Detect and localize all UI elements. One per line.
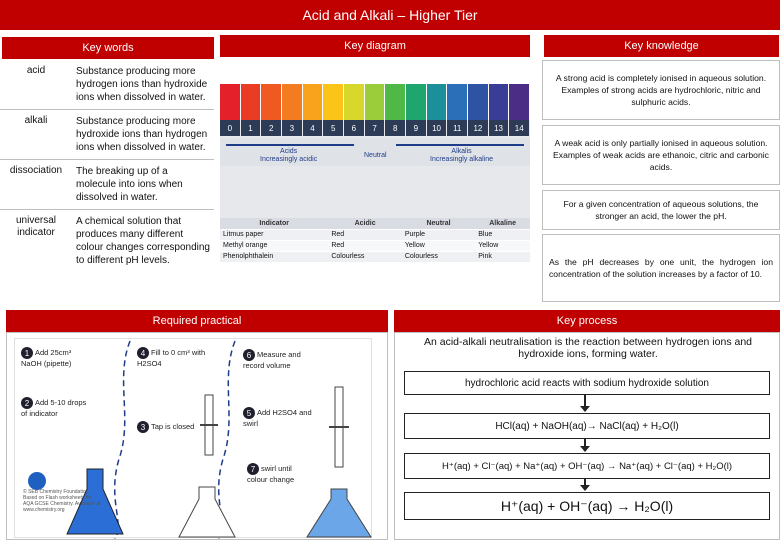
ph-segment-10 [427,84,447,120]
key-process-header: Key process [394,310,780,332]
required-practical-header: Required practical [6,310,388,332]
ph-number-3: 3 [282,120,302,136]
key-word-row [0,209,214,272]
indicator-header: Indicator [220,218,328,229]
word-equation-box: hydrochloric acid reacts with sodium hydroxide solution [404,371,770,395]
key-diagram-header: Key diagram [220,35,530,57]
ph-number-14: 14 [509,120,529,136]
ph-colour-bar [220,84,530,120]
key-process-intro: An acid-alkali neutralisation is the reaction between hydrogen ions and hydroxide ions, forming water. [423,336,753,360]
key-word-term: universal indicator [15,215,57,238]
ph-number-13: 13 [489,120,509,136]
ph-segment-9 [406,84,426,120]
flask-outline-icon [179,487,235,537]
alkalis-label: Alkalis Increasingly alkaline [430,148,494,163]
ph-scale [220,84,530,184]
ph-number-12: 12 [468,120,488,136]
ph-segment-6 [344,84,364,120]
key-word-term: alkali [24,115,48,126]
ph-segment-11 [447,84,467,120]
step-1: 1 Add 25cm³ NaOH (pipette) [21,347,72,368]
ph-labels [220,138,530,166]
titration-diagram [14,338,372,538]
step-3: 3 Tap is closed [137,421,197,433]
ph-number-2: 2 [261,120,281,136]
ph-number-9: 9 [406,120,426,136]
safety-goggles-icon [28,472,46,490]
down-arrow-icon [584,395,586,408]
acidic-header: Acidic [328,218,401,229]
ph-number-5: 5 [323,120,343,136]
ph-number-8: 8 [385,120,405,136]
acids-label: Acids Increasingly acidic [260,148,318,163]
ph-number-0: 0 [220,120,240,136]
symbol-equation-box: HCl(aq) + NaOH(aq)→ NaCl(aq) + H₂O(l) [404,413,770,439]
step-4: 4 Fill to 0 cm³ with H2SO4 [137,347,206,368]
key-word-row [0,60,214,109]
ph-segment-0 [220,84,240,120]
key-words-table [0,60,214,272]
ph-segment-7 [365,84,385,120]
key-word-term: dissociation [9,165,63,176]
ph-segment-13 [489,84,509,120]
alkaline-header: Alkaline [475,218,530,229]
key-word-definition: A chemical solution that produces many different colour changes corresponding to different pH levels. [76,216,210,266]
table-row: Phenolphthalein Colourless Colourless Pink [220,251,530,262]
ph-number-4: 4 [303,120,323,136]
key-word-definition: Substance producing more hydroxide ions than hydrogen ions when dissolved in water. [76,116,208,153]
acid-arrow [226,144,354,146]
ph-number-6: 6 [344,120,364,136]
ph-number-10: 10 [427,120,447,136]
ph-number-1: 1 [241,120,261,136]
key-word-row [0,109,214,159]
key-knowledge-header: Key knowledge [544,35,779,57]
ph-number-11: 11 [447,120,467,136]
table-row: Methyl orange Red Yellow Yellow [220,240,530,251]
ph-number-7: 7 [365,120,385,136]
table-row: Litmus paper Red Purple Blue [220,229,530,240]
ph-segment-14 [509,84,529,120]
down-arrow-icon [584,439,586,448]
indicator-table [220,218,530,262]
key-word-row [0,159,214,209]
ph-segment-5 [323,84,343,120]
neutral-label: Neutral [364,152,387,159]
knowledge-ph-factor: As the pH decreases by one unit, the hydrogen ion concentration of the solution increases by a factor of 10. [542,234,780,302]
full-ionic-equation-box: H⁺(aq) + Cl⁻(aq) + Na⁺(aq) + OH⁻(aq) → Na⁺(aq) + Cl⁻(aq) + H₂O(l) [404,453,770,479]
ph-segment-2 [261,84,281,120]
page-title: Acid and Alkali – Higher Tier [0,0,780,30]
step-7: 7 swirl until colour change [247,463,295,484]
ph-segment-4 [303,84,323,120]
knowledge-acid-strength: For a given concentration of aqueous solutions, the stronger an acid, the lower the pH. [542,190,780,230]
step-2: 2 Add 5-10 drops of indicator [21,397,87,418]
step-5: 5 Add H2SO4 and swirl [243,407,312,428]
net-ionic-equation-box: H⁺(aq) + OH⁻(aq) → H₂O(l) [404,492,770,520]
ph-number-row [220,120,530,218]
neutral-header: Neutral [402,218,475,229]
flask-colour-change-icon [307,489,371,537]
ph-segment-12 [468,84,488,120]
step-6: 6 Measure and record volume [243,349,301,370]
key-words-header: Key words [2,37,214,59]
down-arrow-icon [584,479,586,487]
ph-segment-3 [282,84,302,120]
divider-line-2 [219,341,235,539]
knowledge-strong-acid: A strong acid is completely ionised in aqueous solution. Examples of strong acids are hydrochloric, nitric and sulphuric acids. [542,60,780,120]
key-word-definition: The breaking up of a molecule into ions when dissolved in water. [76,166,183,203]
knowledge-weak-acid: A weak acid is only partially ionised in aqueous solution. Examples of weak acids are ethanoic, citric and carbonic acids. [542,125,780,185]
alkali-arrow [396,144,524,146]
key-word-definition: Substance producing more hydrogen ions than hydroxide ions when dissolved in water. [76,66,208,103]
practical-credit: © SEB Chemistry Foundation. Based on Flash worksheets for AQA GCSE Chemistry. Available at www.chemistry.org [23,489,101,513]
ph-segment-8 [385,84,405,120]
divider-line-1 [115,341,130,539]
key-word-term: acid [26,65,46,76]
ph-segment-1 [241,84,261,120]
